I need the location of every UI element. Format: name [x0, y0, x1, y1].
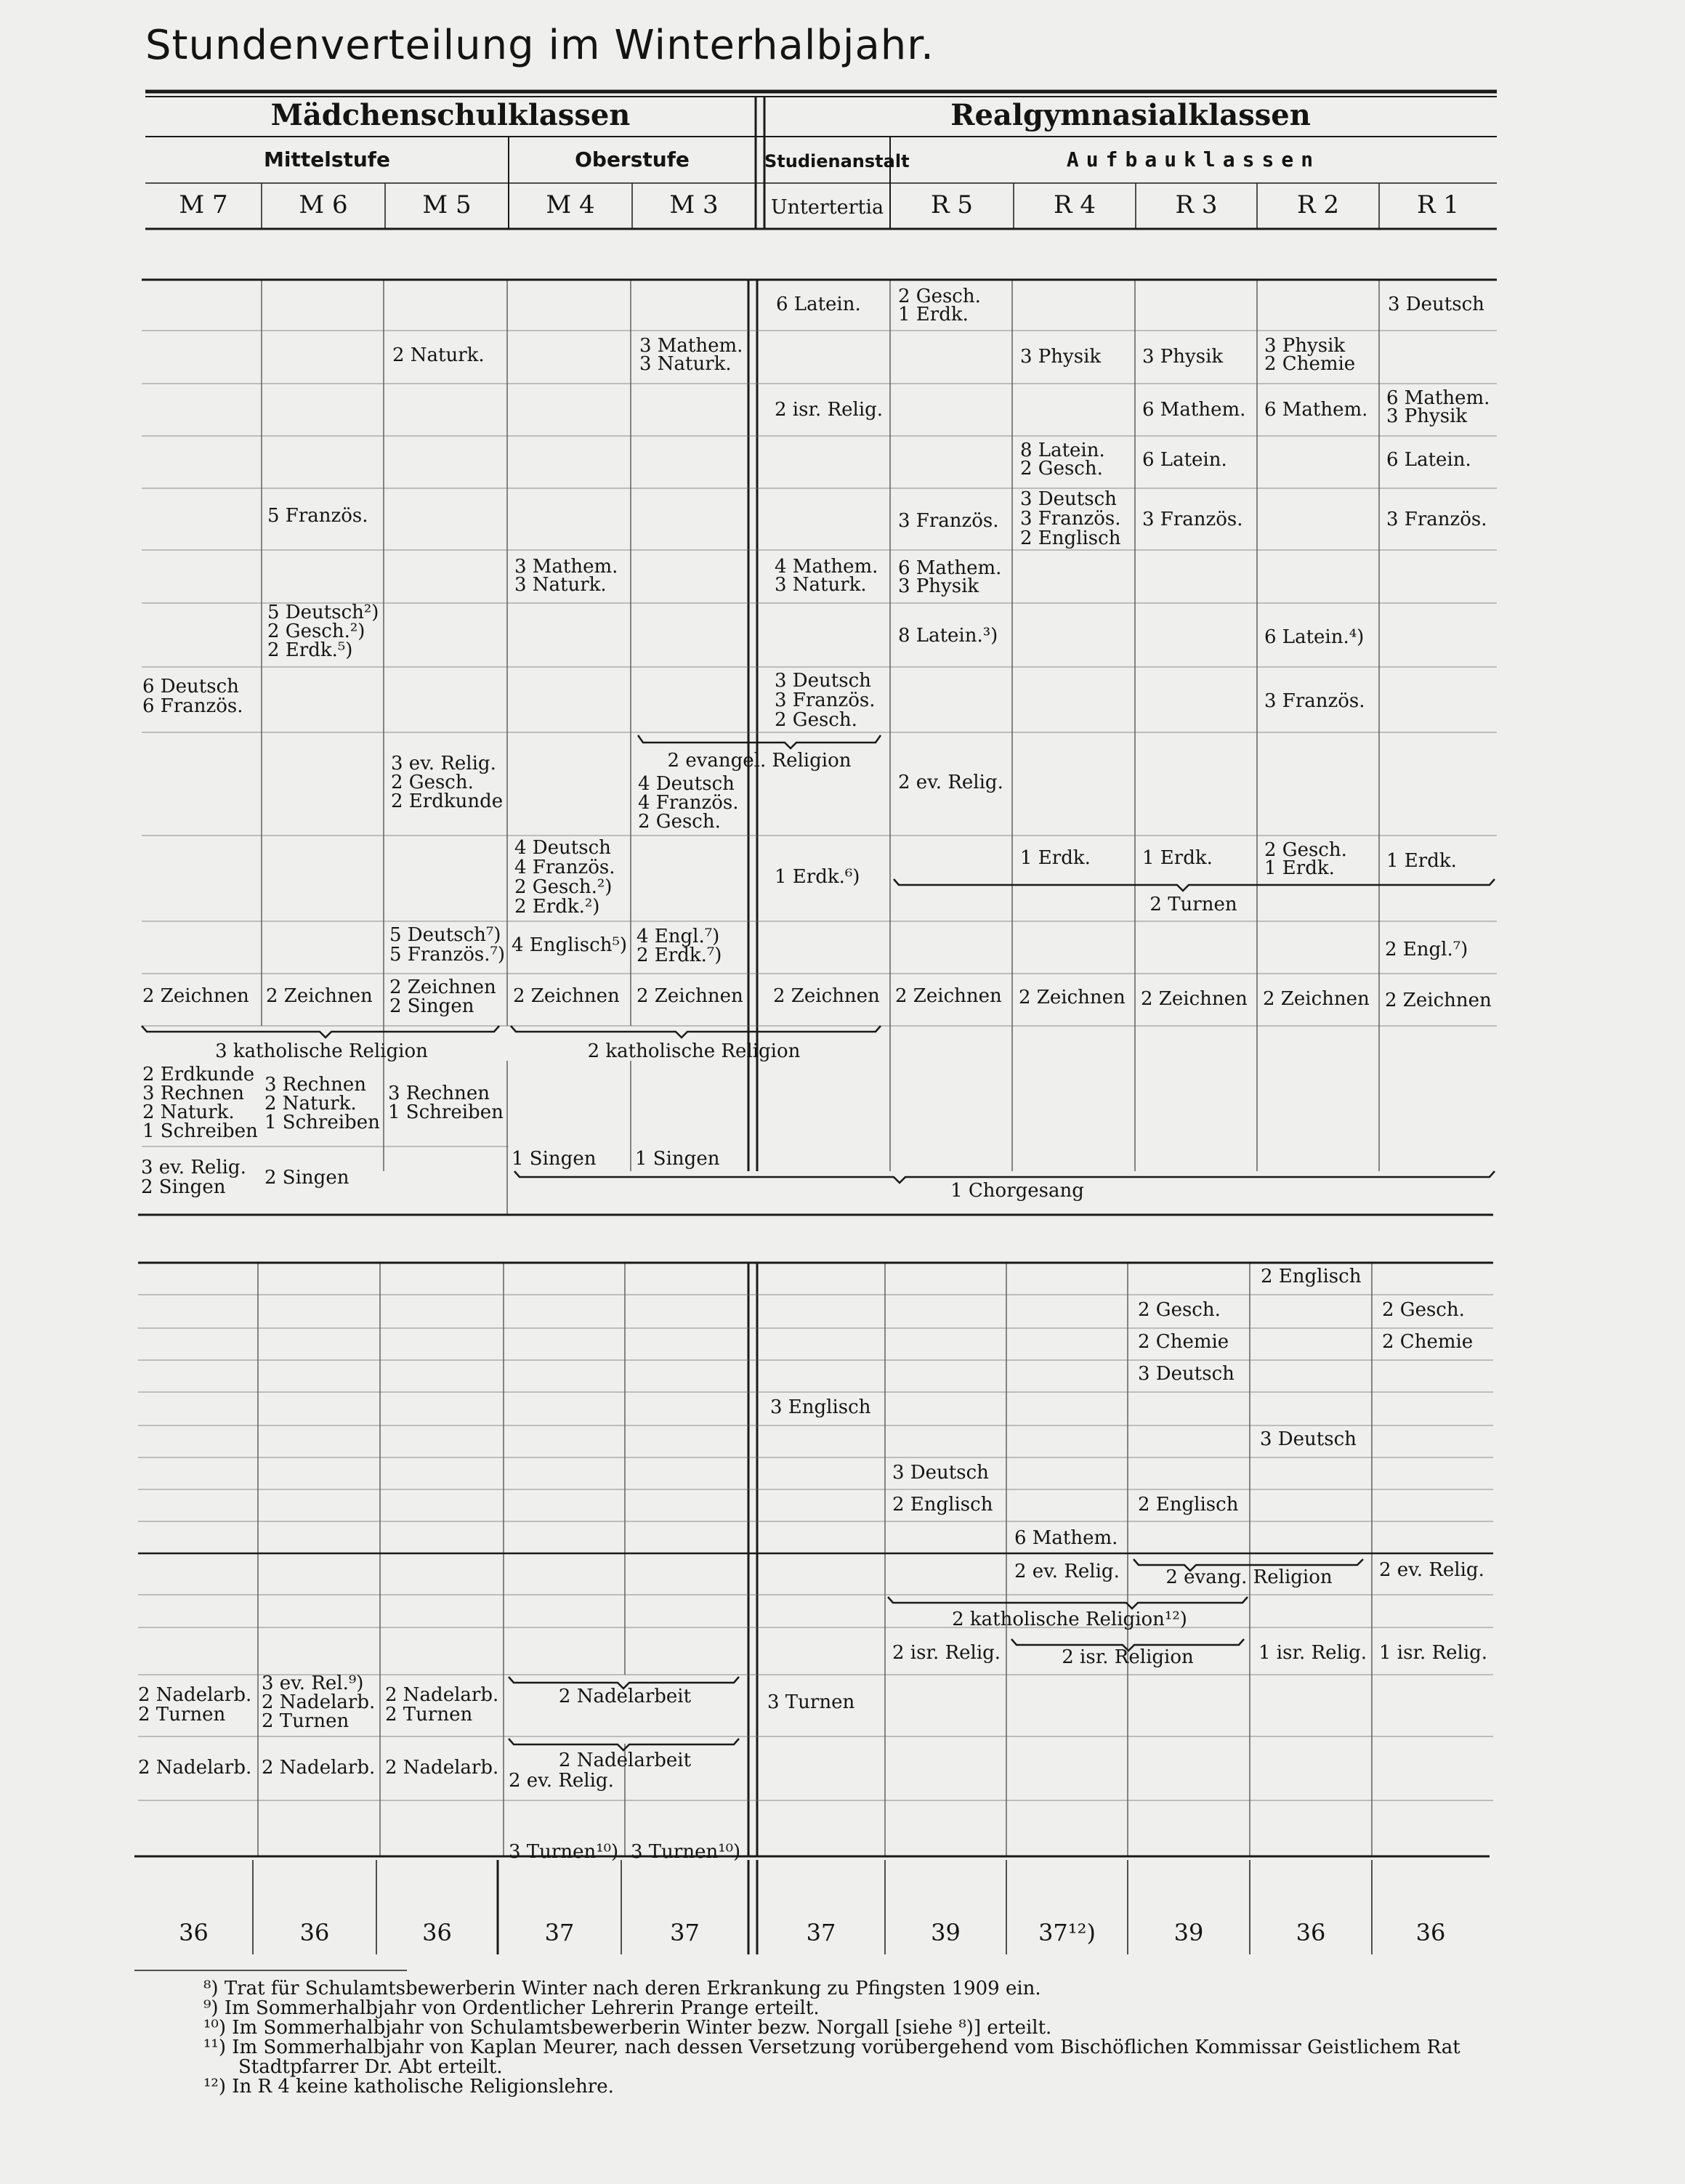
schedule-cell: 1 Singen — [635, 1148, 720, 1170]
schedule-cell: 1 isr. Relig. — [1258, 1642, 1367, 1664]
footnote: ¹¹) Im Sommerhalbjahr von Kaplan Meurer, nach dessen Versetzung vorübergehend vom Bischöflichen Kommissar Geistlichem Rat — [203, 2037, 1460, 2058]
schedule-cell: 2 Zeichnen — [637, 985, 743, 1007]
class-header: Untertertia — [770, 196, 884, 219]
schedule-cell: 3 Französ. — [1264, 690, 1365, 712]
schedule-cell: 2 Zeichnen — [1141, 988, 1248, 1010]
schedule-cell: 6 Latein. — [1386, 449, 1471, 471]
schedule-cell: 3 Französ. — [1142, 509, 1243, 530]
schedule-cell: 2 Chemie — [1382, 1331, 1474, 1353]
footnote: ⁹) Im Sommerhalbjahr von Ordentlicher Lehrerin Prange erteilt. — [203, 1997, 820, 2019]
schedule-cell: 3 Mathem. 3 Naturk. — [639, 335, 743, 375]
total-hours: 37 — [544, 1919, 575, 1946]
schedule-cell: 2 Nadelarb. — [138, 1757, 252, 1779]
schedule-cell: 1 Chorgesang — [950, 1180, 1084, 1202]
schedule-cell: 3 Physik — [1020, 346, 1102, 368]
schedule-cell: 2 Englisch — [892, 1494, 993, 1516]
schedule-cell: 1 Singen — [512, 1148, 597, 1170]
schedule-cell: 3 Deutsch 3 Französ. 2 Gesch. — [775, 670, 876, 731]
schedule-cell: 4 Deutsch 4 Französ. 2 Gesch.²) 2 Erdk.²) — [514, 837, 615, 918]
schedule-cell: 1 Erdk.⁶) — [775, 866, 860, 888]
schedule-cell: 2 Nadelarbeit — [558, 1686, 692, 1707]
schedule-cell: 2 ev. Relig. — [1379, 1559, 1484, 1581]
total-hours: 37 — [806, 1919, 836, 1946]
schedule-cell: 1 Erdk. — [1386, 850, 1457, 872]
schedule-cell: 3 Deutsch — [892, 1462, 989, 1484]
schedule-cell: 3 ev. Relig. 2 Gesch. 2 Erdkunde — [391, 753, 504, 812]
class-header: M 3 — [669, 190, 719, 219]
schedule-cell: 2 Nadelarb. 2 Turnen — [385, 1684, 499, 1726]
schedule-cell: 2 evang. Religion — [1165, 1566, 1333, 1588]
page-title: Stundenverteilung im Winterhalbjahr. — [145, 22, 934, 69]
schedule-cell: 2 ev. Relig. — [509, 1770, 614, 1792]
footnote: ⁸) Trat für Schulamtsbewerberin Winter nach deren Erkrankung zu Pfingsten 1909 ein. — [203, 1978, 1041, 1999]
schedule-cell: 6 Mathem. — [1142, 399, 1246, 421]
schedule-cell: 2 Zeichnen — [1385, 990, 1492, 1011]
total-hours: 36 — [299, 1919, 330, 1946]
group-realgymnasialklassen: Realgymnasialklassen — [950, 98, 1311, 132]
schedule-cell: 2 isr. Relig. — [892, 1642, 1001, 1664]
schedule-cell: 2 katholische Religion¹²) — [952, 1609, 1187, 1630]
schedule-cell: 2 Zeichnen — [513, 985, 620, 1007]
class-header: M 5 — [422, 190, 472, 219]
schedule-cell: 2 Engl.⁷) — [1385, 939, 1468, 960]
schedule-cell: 6 Latein. — [1142, 449, 1227, 471]
schedule-cell: 2 Zeichnen — [895, 985, 1002, 1007]
schedule-cell: 3 Deutsch 3 Französ. 2 Englisch — [1020, 488, 1121, 549]
schedule-cell: 3 Deutsch — [1388, 294, 1484, 315]
schedule-cell: 2 Zeichnen — [773, 985, 880, 1007]
schedule-cell: 8 Latein.³) — [898, 625, 998, 647]
schedule-cell: 2 Naturk. — [392, 344, 485, 366]
footnote: Stadtpfarrer Dr. Abt erteilt. — [238, 2056, 503, 2078]
schedule-cell: 3 Physik — [1142, 346, 1224, 368]
schedule-cell: 3 Mathem. 3 Naturk. — [514, 556, 618, 596]
group-maedchenschulklassen: Mädchenschulklassen — [270, 98, 631, 132]
schedule-cell: 1 Erdk. — [1020, 847, 1091, 869]
total-hours: 39 — [931, 1919, 961, 1946]
schedule-cell: 3 katholische Religion — [215, 1040, 428, 1062]
schedule-cell: 3 Rechnen 2 Naturk. 1 Schreiben — [264, 1074, 380, 1133]
schedule-cell: 2 Gesch. — [1382, 1299, 1465, 1321]
total-hours: 36 — [1296, 1919, 1326, 1946]
class-header: R 2 — [1296, 190, 1340, 219]
total-hours: 39 — [1173, 1919, 1204, 1946]
schedule-cell: 5 Deutsch²) 2 Gesch.²) 2 Erdk.⁵) — [267, 602, 379, 661]
schedule-cell: 4 Engl.⁷) 2 Erdk.⁷) — [637, 926, 722, 966]
schedule-cell: 2 Gesch. 1 Erdk. — [1264, 839, 1347, 879]
total-hours: 36 — [422, 1919, 452, 1946]
schedule-cell: 2 Zeichnen — [1263, 988, 1370, 1010]
total-hours: 36 — [1415, 1919, 1446, 1946]
schedule-cell: 2 evangel. Religion — [667, 750, 852, 772]
schedule-cell: 3 Französ. — [1386, 509, 1487, 530]
schedule-cell: 2 Chemie — [1138, 1331, 1229, 1353]
schedule-cell: 4 Mathem. 3 Naturk. — [775, 556, 878, 596]
schedule-cell: 5 Deutsch⁷) 5 Französ.⁷) — [389, 924, 506, 966]
schedule-cell: 3 Physik 2 Chemie — [1264, 335, 1356, 375]
class-header: M 4 — [546, 190, 595, 219]
class-header: M 6 — [299, 190, 348, 219]
schedule-cell: 2 Zeichnen — [1019, 987, 1126, 1008]
schedule-cell: 6 Latein.⁴) — [1264, 626, 1365, 648]
schedule-cell: 6 Latein. — [776, 294, 861, 315]
schedule-cell: 3 ev. Relig. 2 Singen — [141, 1157, 246, 1198]
total-hours: 37¹²) — [1038, 1919, 1096, 1946]
schedule-cell: 2 Nadelarb. — [385, 1757, 499, 1779]
schedule-cell: 2 ev. Relig. — [1014, 1561, 1120, 1582]
group-oberstufe: Oberstufe — [575, 147, 690, 171]
schedule-cell: 4 Englisch⁵) — [512, 934, 628, 956]
schedule-cell: 2 Turnen — [1149, 894, 1237, 915]
schedule-cell: 2 Nadelarbeit — [558, 1750, 692, 1771]
schedule-cell: 2 katholische Religion — [587, 1040, 801, 1062]
total-hours: 36 — [179, 1919, 209, 1946]
schedule-cell: 3 Französ. — [898, 510, 999, 532]
schedule-cell: 6 Mathem. 3 Physik — [1386, 387, 1490, 427]
schedule-cell: 3 Deutsch — [1138, 1363, 1235, 1385]
footnote: ¹⁰) Im Sommerhalbjahr von Schulamtsbewerberin Winter bezw. Norgall [siehe ⁸)] erteilt. — [203, 2017, 1052, 2039]
class-header: R 4 — [1053, 190, 1096, 219]
schedule-cell: 2 Zeichnen 2 Singen — [389, 976, 496, 1017]
schedule-cell: 2 Singen — [264, 1167, 349, 1189]
total-hours: 37 — [670, 1919, 700, 1946]
footnote: ¹²) In R 4 keine katholische Religionslehre. — [203, 2076, 614, 2098]
schedule-cell: 6 Mathem. 3 Physik — [898, 557, 1002, 597]
schedule-cell: 3 Turnen — [767, 1691, 855, 1713]
schedule-cell: 5 Französ. — [267, 505, 368, 527]
class-header: M 7 — [179, 190, 228, 219]
schedule-cell: 2 Englisch — [1261, 1266, 1362, 1287]
class-header: R 3 — [1175, 190, 1218, 219]
schedule-cell: 2 Erdkunde 3 Rechnen 2 Naturk. 1 Schreiben — [142, 1064, 258, 1142]
schedule-cell: 2 Zeichnen — [142, 985, 249, 1007]
class-header: R 5 — [930, 190, 974, 219]
schedule-cell: 2 Zeichnen — [266, 985, 373, 1007]
schedule-cell: 2 Englisch — [1138, 1494, 1239, 1516]
group-mittelstufe: Mittelstufe — [264, 147, 390, 171]
schedule-cell: 6 Mathem. — [1264, 399, 1368, 421]
schedule-cell: 2 ev. Relig. — [898, 772, 1003, 793]
schedule-cell: 2 isr. Religion — [1062, 1646, 1194, 1668]
schedule-cell: 1 isr. Relig. — [1379, 1642, 1488, 1664]
schedule-cell: 3 Turnen¹⁰) — [631, 1841, 741, 1863]
schedule-cell: 6 Deutsch 6 Französ. — [142, 676, 243, 717]
schedule-cell: 2 Nadelarb. — [262, 1757, 376, 1779]
schedule-cell: 2 Gesch. — [1138, 1299, 1221, 1321]
schedule-cell: 4 Deutsch 4 Französ. 2 Gesch. — [638, 773, 739, 833]
schedule-cell: 1 Erdk. — [1142, 847, 1213, 869]
class-header: R 1 — [1416, 190, 1460, 219]
schedule-cell: 3 Rechnen 1 Schreiben — [388, 1083, 504, 1123]
group-studienanstalt: Studienanstalt — [764, 151, 910, 171]
group-aufbauklassen: Aufbauklassen — [1066, 147, 1321, 171]
schedule-cell: 3 Englisch — [770, 1396, 871, 1418]
schedule-cell: 8 Latein. 2 Gesch. — [1020, 440, 1105, 480]
schedule-cell: 3 Deutsch — [1260, 1428, 1357, 1450]
schedule-cell: 2 Gesch. 1 Erdk. — [898, 286, 981, 325]
schedule-cell: 3 ev. Rel.⁹) 2 Nadelarb. 2 Turnen — [262, 1673, 376, 1732]
schedule-cell: 2 Nadelarb. 2 Turnen — [138, 1684, 252, 1726]
schedule-cell: 6 Mathem. — [1014, 1527, 1118, 1549]
schedule-cell: 2 isr. Relig. — [775, 399, 884, 421]
schedule-cell: 3 Turnen¹⁰) — [509, 1841, 619, 1863]
